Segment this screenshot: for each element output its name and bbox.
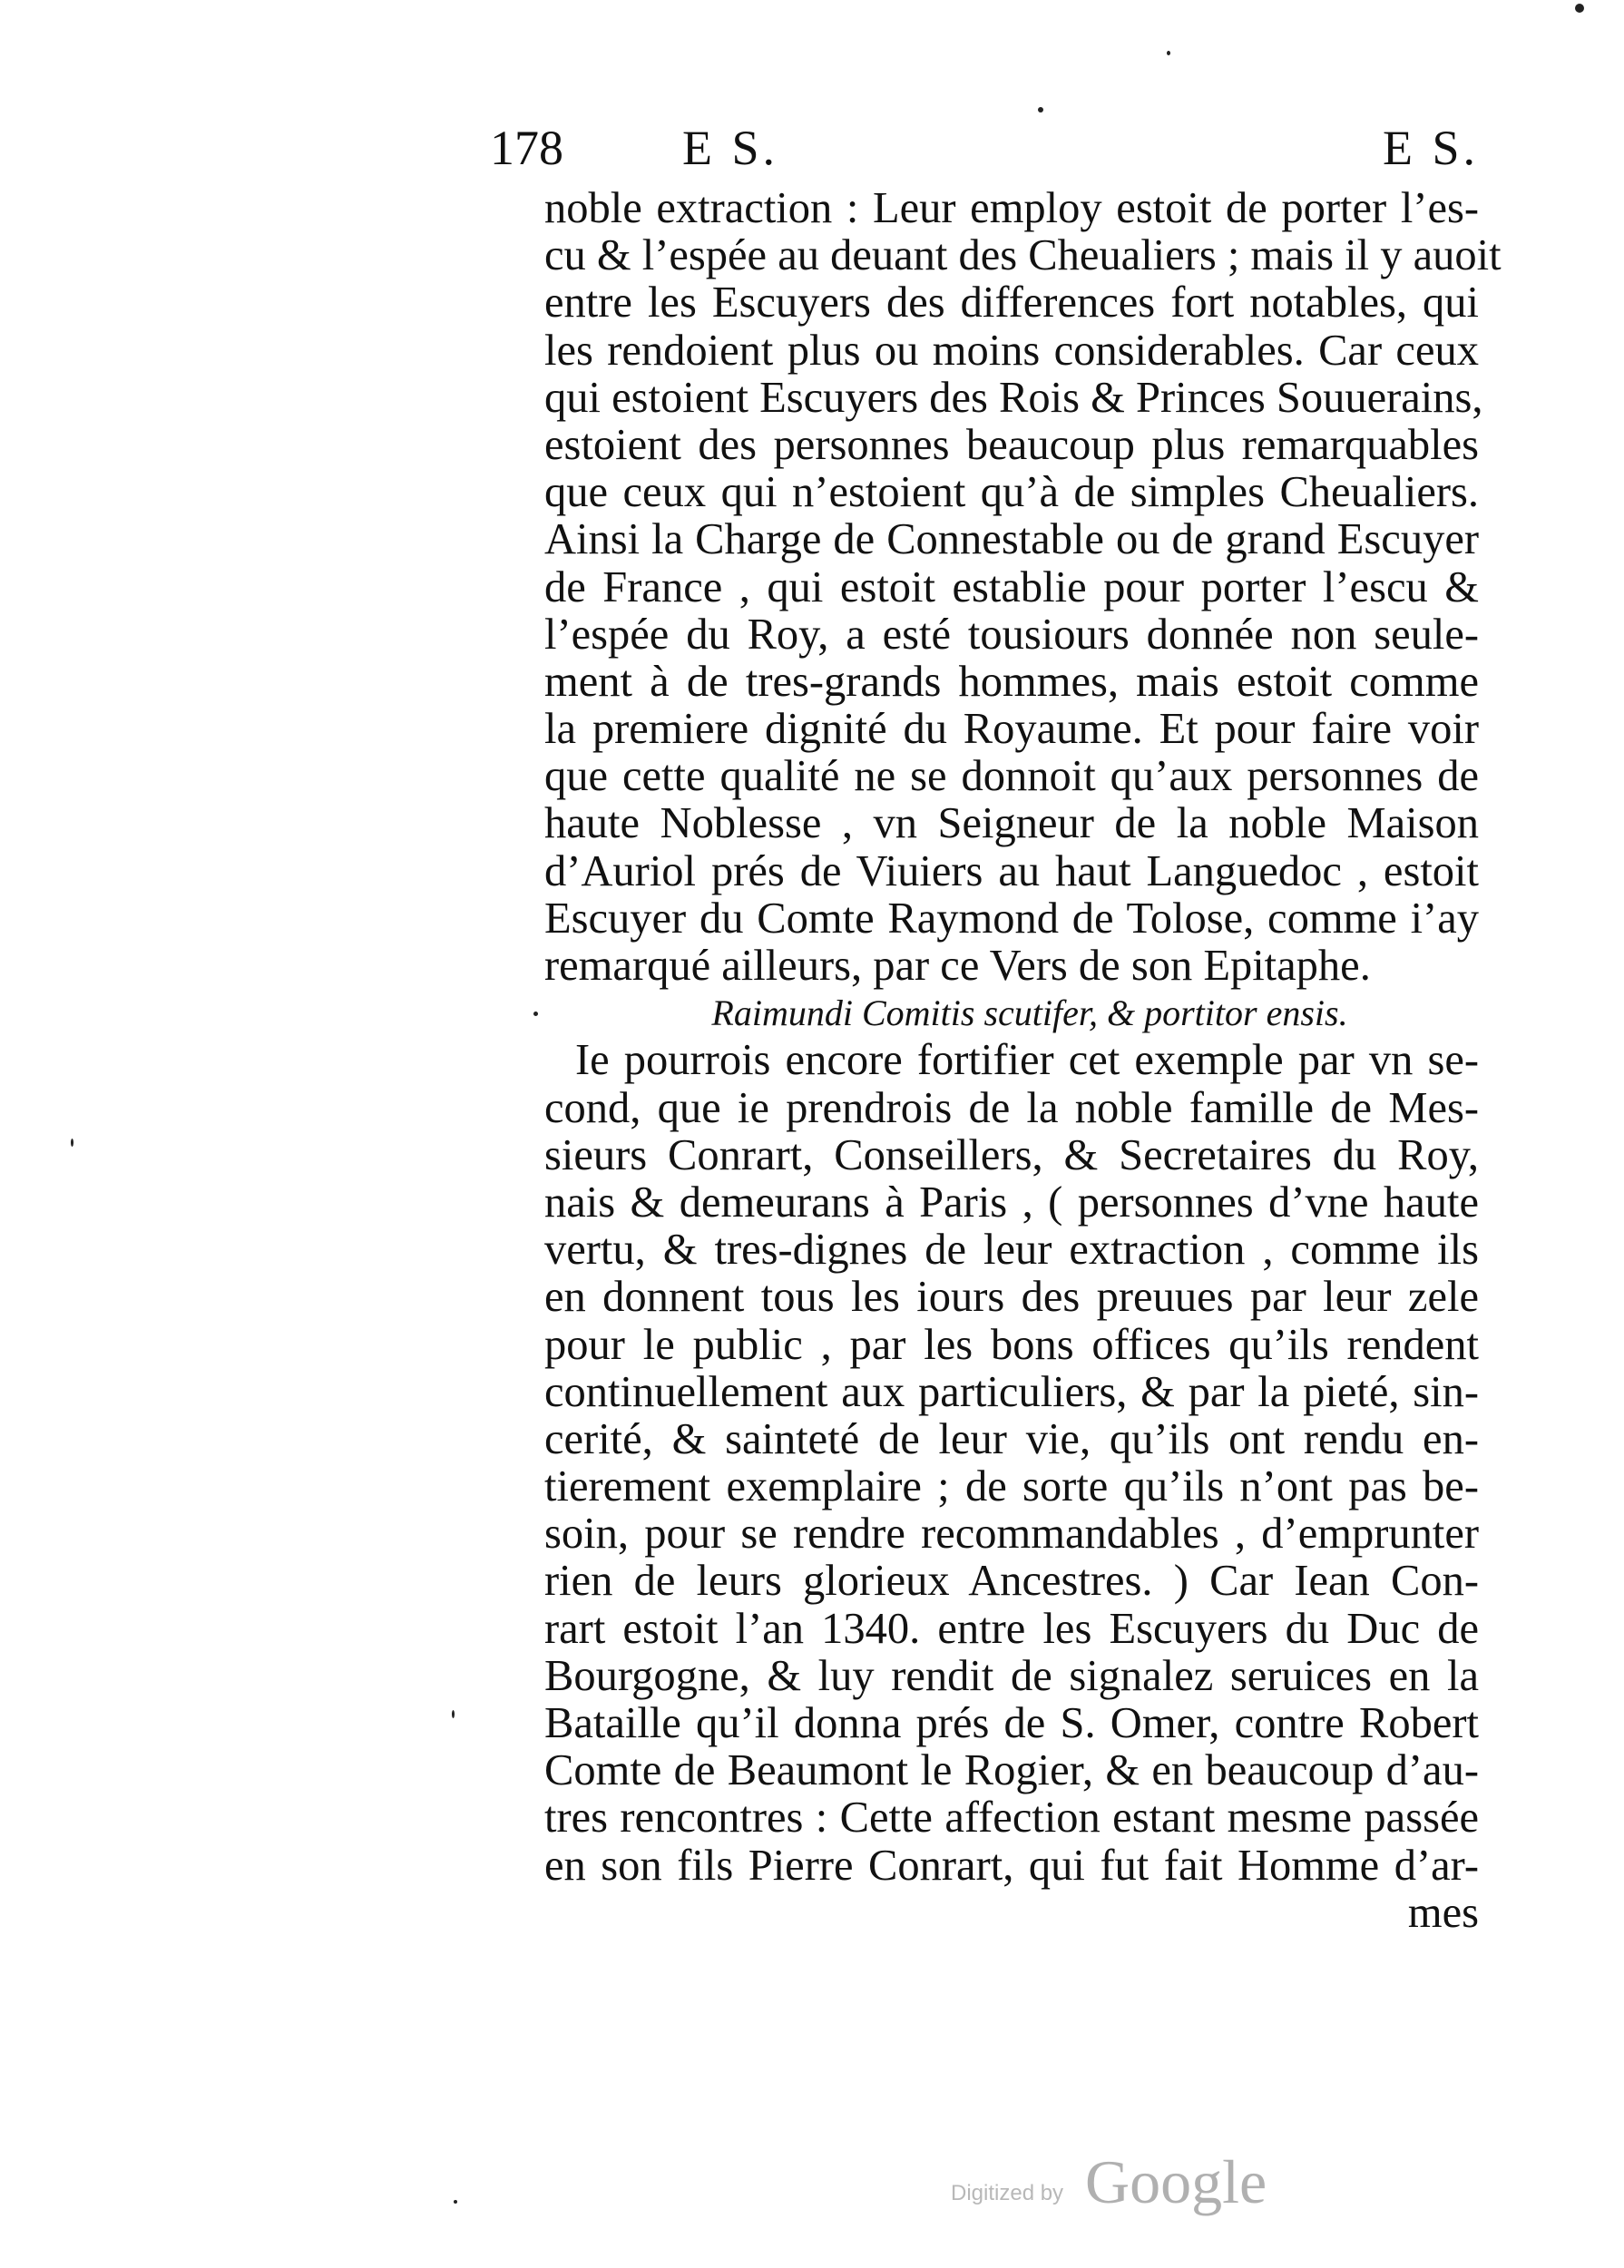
google-logo: Google <box>1085 2147 1267 2216</box>
text-line: ment à de tres-grands hommes, mais estoit comme <box>544 657 1479 706</box>
text-line: cerité, & sainteté de leur vie, qu’ils ont rendu en- <box>544 1414 1479 1463</box>
scan-speck <box>454 2200 457 2204</box>
scan-speck <box>452 1710 455 1718</box>
text-line: entre les Escuyers des differences fort notables, qui <box>544 279 1479 327</box>
text-line: remarqué ailleurs, par ce Vers de son Epitaphe. <box>544 942 1371 990</box>
scan-speck <box>71 1139 73 1147</box>
text-line: en donnent tous les iours des preuues par leur zele <box>544 1273 1479 1322</box>
left-running-head: E S. <box>682 121 779 175</box>
text-line: Ainsi la Charge de Connestable ou de grand Escuyer <box>544 515 1479 564</box>
text-line: rart estoit l’an 1340. entre les Escuyers du Duc de <box>544 1604 1479 1653</box>
text-line: d’Auriol prés de Viuiers au haut Languedoc , estoit <box>544 846 1479 895</box>
text-line: les rendoient plus ou moins considerables. Car ceux <box>544 326 1479 375</box>
text-line: noble extraction : Leur employ estoit de porter l’es- <box>544 184 1479 232</box>
page-number: 178 <box>490 121 563 175</box>
text-line: que ceux qui n’estoient qu’à de simples Cheualiers. <box>544 468 1479 517</box>
text-line: rien de leurs glorieux Ancestres. ) Car Iean Con- <box>544 1557 1479 1606</box>
text-line: Bourgogne, & luy rendit de signalez seruices en la <box>544 1651 1479 1700</box>
catchword: mes <box>1407 1888 1479 1937</box>
text-line: Ie pourrois encore fortifier cet exemple par vn se- <box>575 1036 1479 1085</box>
text-line: la premiere dignité du Royaume. Et pour faire voir <box>544 705 1479 754</box>
text-line: Bataille qu’il donna prés de S. Omer, contre Robert <box>544 1699 1479 1747</box>
scan-speck <box>1575 4 1584 13</box>
text-line: que cette qualité ne se donnoit qu’aux personnes de <box>544 752 1479 801</box>
text-line: Comte de Beaumont le Rogier, & en beaucoup d’au- <box>544 1746 1479 1795</box>
text-line: vertu, & tres-dignes de leur extraction , comme ils <box>544 1226 1479 1275</box>
text-line: qui estoient Escuyers des Rois & Princes Souuerains, <box>544 373 1483 422</box>
epitaph-verse: Raimundi Comitis scutifer, & portitor ensis. <box>711 992 1348 1034</box>
text-line: continuellement aux particuliers, & par la pieté, sin- <box>544 1367 1479 1416</box>
scan-speck <box>1167 51 1170 55</box>
text-line: haute Noblesse , vn Seigneur de la noble Maison <box>544 799 1479 848</box>
text-line: l’espée du Roy, a esté tousiours donnée non seule- <box>544 610 1479 659</box>
text-line: tierement exemplaire ; de sorte qu’ils n’ont pas be- <box>544 1462 1479 1511</box>
text-line: cu & l’espée au deuant des Cheualiers ; mais il y auoit <box>544 231 1502 280</box>
text-line: soin, pour se rendre recommandables , d’emprunter <box>544 1510 1479 1559</box>
text-line: estoient des personnes beaucoup plus remarquables <box>544 420 1479 469</box>
text-line: cond, que ie prendrois de la noble famille de Mes- <box>544 1083 1479 1132</box>
right-running-head: E S. <box>1382 121 1479 175</box>
scan-speck <box>533 1012 538 1016</box>
text-line: pour le public , par les bons offices qu’ils rendent <box>544 1320 1479 1369</box>
text-line: Escuyer du Comte Raymond de Tolose, comme i’ay <box>544 894 1479 943</box>
text-line: sieurs Conrart, Conseillers, & Secretaires du Roy, <box>544 1130 1479 1179</box>
text-line: tres rencontres : Cette affection estant mesme passée <box>544 1794 1479 1843</box>
text-line: nais & demeurans à Paris , ( personnes d’vne haute <box>544 1178 1479 1227</box>
text-line: en son fils Pierre Conrart, qui fut fait Homme d’ar- <box>544 1841 1479 1890</box>
digitized-by-label: Digitized by <box>951 2181 1064 2205</box>
text-line: de France , qui estoit establie pour porter l’escu & <box>544 562 1479 611</box>
running-header <box>490 116 1479 180</box>
body-text <box>544 184 1502 1937</box>
scan-speck <box>1038 107 1043 112</box>
